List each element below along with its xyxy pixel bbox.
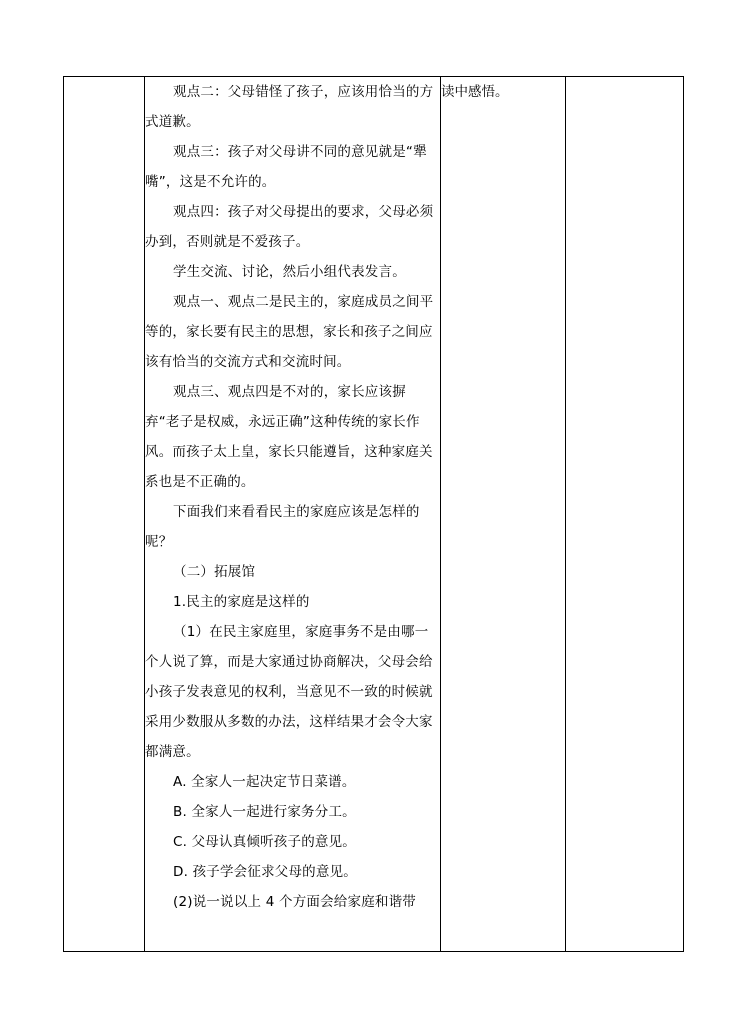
paragraph-discussion: 学生交流、讨论，然后小组代表发言。: [173, 264, 406, 280]
table-row: [64, 77, 684, 952]
paragraph-summary-1-2: 观点一、观点二是民主的，家庭成员之间平等的，家长要有民主的思想，家长和孩子之间应该有恰当的交流方式和交流时间。: [145, 294, 434, 370]
paragraph-item-1: （1）在民主家庭里，家庭事务不是由哪一个人说了算，而是大家通过协商解决，父母会给小孩子发表意见的权利，当意见不一致的时候就采用少数服从多数的办法，这样结果才会令大家都满意。: [145, 624, 433, 760]
option-d: D. 孩子学会征求父母的意见。: [173, 864, 357, 880]
design-note: 读中感悟。: [441, 84, 509, 100]
option-c: C. 父母认真倾听孩子的意见。: [173, 834, 357, 850]
paragraph-viewpoint-4: 观点四：孩子对父母提出的要求，父母必须办到，否则就是不爱孩子。: [145, 204, 434, 250]
option-a: A. 全家人一起决定节日菜谱。: [173, 774, 356, 790]
subheading-democratic-family: 1.民主的家庭是这样的: [173, 594, 310, 610]
empty-cell-left: [64, 77, 145, 952]
teaching-content-cell: [145, 77, 441, 952]
paragraph-viewpoint-3: 观点三：孩子对父母讲不同的意见就是“犟嘴”，这是不允许的。: [145, 144, 427, 190]
section-heading-extension: （二）拓展馆: [173, 564, 256, 580]
paragraph-viewpoint-2: 观点二：父母错怪了孩子，应该用恰当的方式道歉。: [145, 84, 434, 130]
paragraph-summary-3-4: 观点三、观点四是不对的，家长应该摒弃“老子是权威，永远正确”这种传统的家长作风。而孩子太上皇，家长只能遵旨，这种家庭关系也是不正确的。: [145, 384, 433, 490]
empty-cell-right: [566, 77, 684, 952]
paragraph-question: 下面我们来看看民主的家庭应该是怎样的呢？: [145, 504, 420, 550]
lesson-plan-table: [63, 76, 684, 952]
option-b: B. 全家人一起进行家务分工。: [173, 804, 356, 820]
design-intent-cell: [441, 77, 566, 952]
paragraph-item-2: (2)说一说以上 4 个方面会给家庭和谐带: [173, 894, 416, 910]
